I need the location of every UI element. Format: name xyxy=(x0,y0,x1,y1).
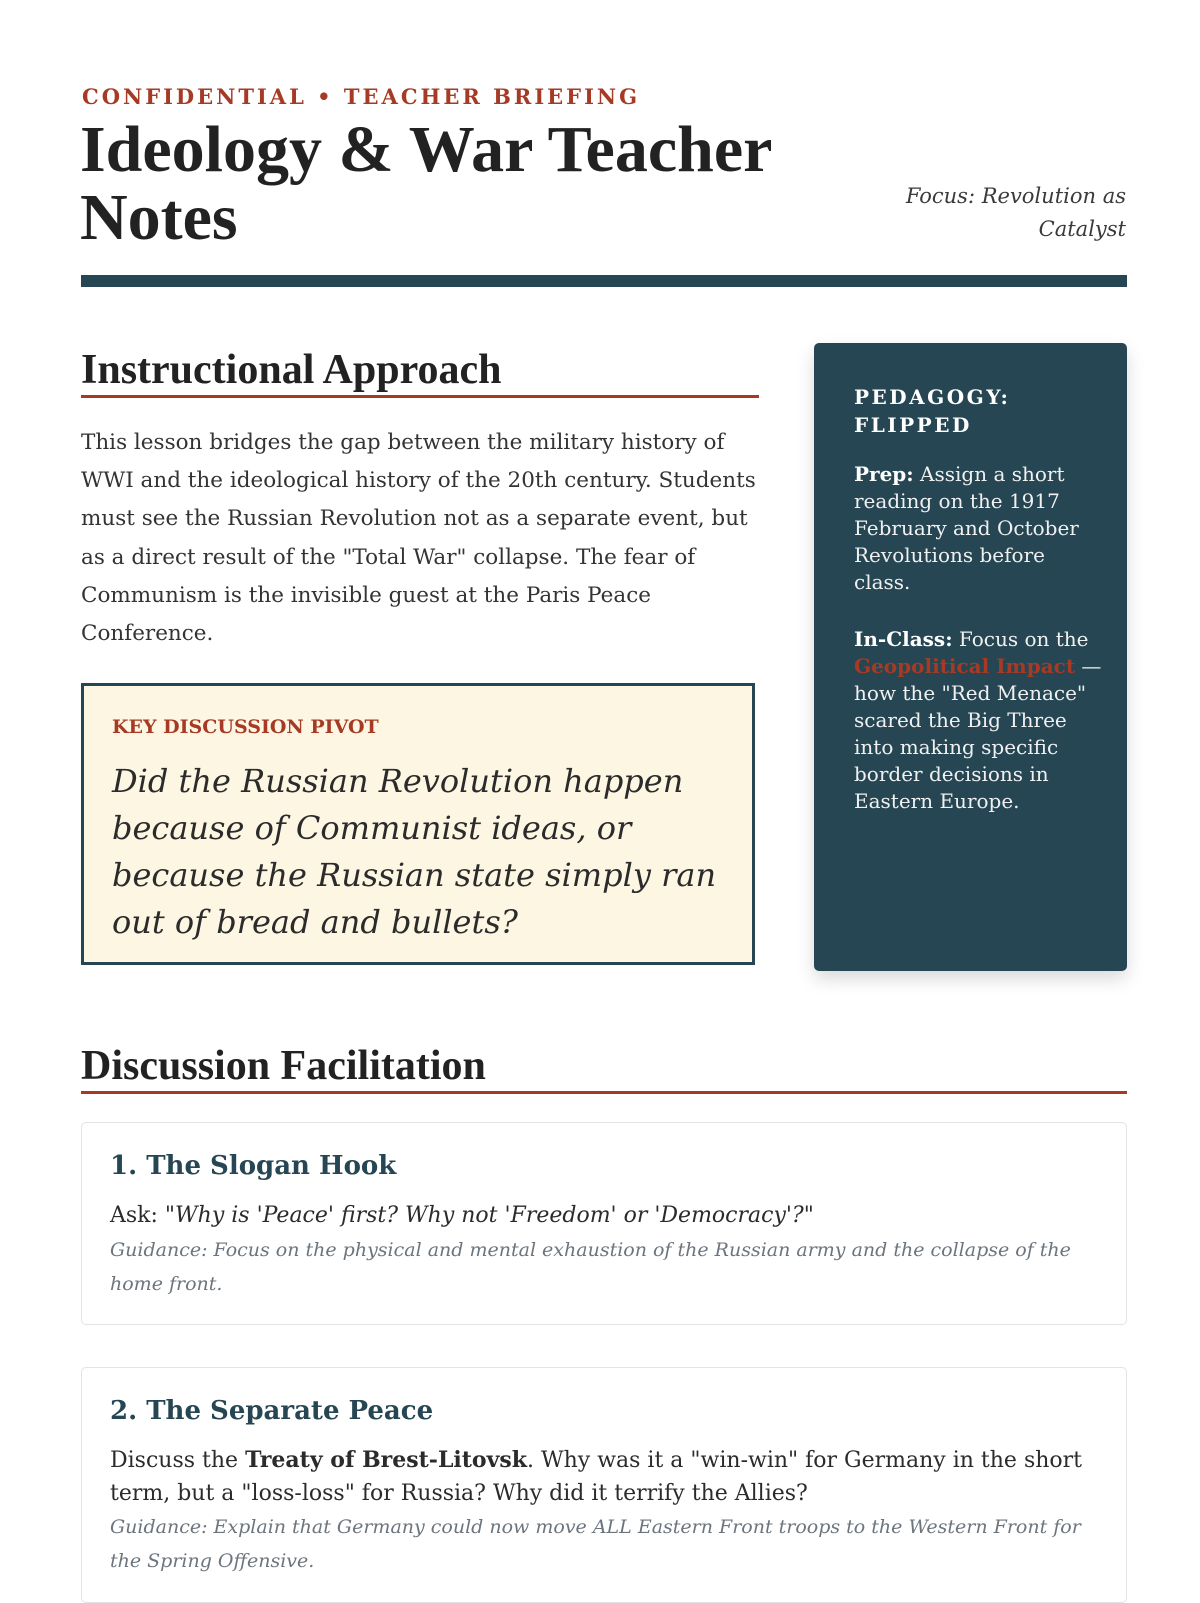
approach-body: This lesson bridges the gap between the military history of WWI and the ideological history of the 20th century. Students must see the Russian Revolution not as a separate event, but as a direct result of the "Total War" collapse. The fear of Communism is the invisible guest at the Paris Peace Conference. xyxy=(81,430,756,647)
approach-heading-underline xyxy=(81,395,759,398)
discussion-card-title: 1. The Slogan Hook xyxy=(110,1151,397,1181)
prep-label: Prep: xyxy=(854,462,914,486)
pedagogy-sidebar xyxy=(814,343,1127,971)
approach-heading: Instructional Approach xyxy=(81,347,502,393)
discussion-card-guidance: Guidance: Focus on the physical and mental exhaustion of the Russian army and the collapse of the home front. xyxy=(110,1239,1071,1295)
inclass-label: In-Class: xyxy=(854,627,953,651)
confidential-eyebrow: CONFIDENTIAL • TEACHER BRIEFING xyxy=(82,84,641,109)
discussion-heading: Discussion Facilitation xyxy=(81,1043,486,1089)
page-title: Ideology & War Teacher Notes xyxy=(80,113,772,254)
pivot-label: KEY DISCUSSION PIVOT xyxy=(112,716,379,738)
discussion-heading-underline xyxy=(81,1091,1127,1094)
inclass-text-1: Focus on the xyxy=(952,627,1089,651)
discussion-card-prompt xyxy=(110,1199,1090,1232)
key-discussion-pivot-box xyxy=(81,683,755,965)
prompt-quote: "Why is 'Peace' first? Why not 'Freedom' or 'Democracy'?" xyxy=(164,1203,814,1228)
geopolitical-impact-highlight: Geopolitical Impact xyxy=(854,654,1076,678)
discussion-card-prompt xyxy=(110,1444,1090,1510)
discussion-card-title: 2. The Separate Peace xyxy=(110,1396,434,1426)
sidebar-inclass xyxy=(854,626,1104,815)
prompt-prefix: Discuss the xyxy=(110,1448,246,1473)
pivot-question: Did the Russian Revolution happen because of Communist ideas, or because the Russian state simply ran out of bread and bullets? xyxy=(112,762,717,941)
prompt-prefix: Ask: xyxy=(110,1203,165,1228)
sidebar-prep xyxy=(854,461,1104,596)
focus-note: Focus: Revolution as Catalyst xyxy=(905,184,1126,241)
prompt-suffix: . Why was it a "win-win" for Germany in the short term, but a "loss-loss" for Russia? Why did it terrify the Allies? xyxy=(110,1448,1083,1506)
sidebar-title: PEDAGOGY: FLIPPED xyxy=(854,385,1011,437)
inclass-text-2: — how the "Red Menace" scared the Big Three into making specific border decisions in Eastern Europe. xyxy=(854,654,1102,813)
prep-text: Assign a short reading on the 1917 February and October Revolutions before class. xyxy=(854,462,1079,594)
discussion-card xyxy=(81,1122,1127,1325)
header-divider xyxy=(81,275,1127,287)
treaty-name: Treaty of Brest-Litovsk xyxy=(245,1447,528,1473)
discussion-card xyxy=(81,1367,1127,1603)
discussion-card-guidance: Guidance: Explain that Germany could now move ALL Eastern Front troops to the Western Front for the Spring Offensive. xyxy=(110,1516,1081,1572)
